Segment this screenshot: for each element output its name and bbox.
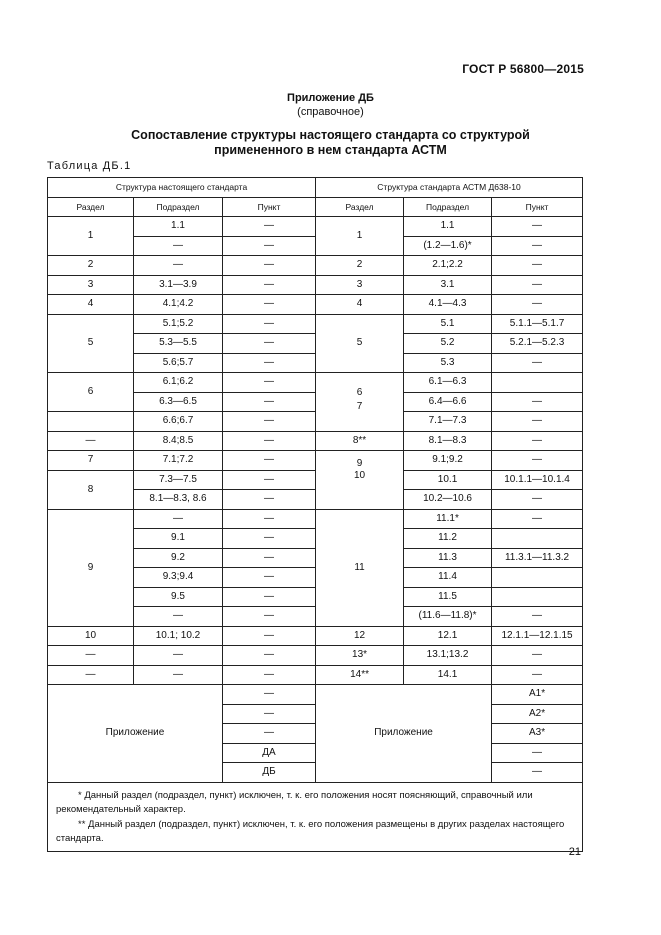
notes-row — [48, 782, 583, 851]
cell-left-section: 6 — [48, 373, 134, 412]
cell-left-subsection: 6.6;6.7 — [134, 412, 223, 432]
appendix-left-item: ДБ — [223, 763, 316, 783]
cell-right-subsection: 13.1;13.2 — [404, 646, 492, 666]
cell-left-subsection: 5.6;5.7 — [134, 353, 223, 373]
cell-right-item: — — [492, 412, 583, 432]
appendix-left-item: — — [223, 704, 316, 724]
cell-left-section: 2 — [48, 256, 134, 276]
cell-right-section: 8** — [316, 431, 404, 451]
cell-right-subsection: 14.1 — [404, 665, 492, 685]
cell-left-item: — — [223, 568, 316, 588]
cell-right-subsection: 2.1;2.2 — [404, 256, 492, 276]
cell-left-item: — — [223, 295, 316, 315]
cell-right-item: — — [492, 353, 583, 373]
right-group-header: Структура стандарта АСТМ Д638-10 — [316, 178, 583, 198]
cell-right-section: 4 — [316, 295, 404, 315]
cell-right-item: — — [492, 392, 583, 412]
cell-right-subsection: 9.1;9.2 — [404, 451, 492, 471]
cell-left-subsection: 7.3—7.5 — [134, 470, 223, 490]
annex-label: Приложение ДБ — [287, 92, 374, 104]
cell-right-item: — — [492, 451, 583, 471]
annex-title-line2: примененного в нем стандарта АСТМ — [214, 143, 447, 157]
cell-left-subsection: 9.3;9.4 — [134, 568, 223, 588]
cell-left-item: — — [223, 587, 316, 607]
cell-right-item: — — [492, 665, 583, 685]
col-header-subsection: Подраздел — [134, 197, 223, 217]
cell-left-subsection: 5.3—5.5 — [134, 334, 223, 354]
cell-left-item: — — [223, 548, 316, 568]
cell-right-item: — — [492, 490, 583, 510]
cell-left-section: 7 — [48, 451, 134, 471]
cell-right-section: 13* — [316, 646, 404, 666]
cell-left-item: — — [223, 217, 316, 237]
footnote-2: ** Данный раздел (подраздел, пункт) исключен, т. к. его положения размещены в других разделах настоящего стандарта. — [56, 818, 565, 844]
table-row — [48, 217, 583, 237]
table-row — [48, 626, 583, 646]
cell-right-item: — — [492, 236, 583, 256]
cell-left-subsection: 6.1;6.2 — [134, 373, 223, 393]
cell-right-subsection: 10.2—10.6 — [404, 490, 492, 510]
cell-left-subsection: 7.1;7.2 — [134, 451, 223, 471]
cell-right-section: 14** — [316, 665, 404, 685]
cell-left-item: — — [223, 529, 316, 549]
cell-left-item: — — [223, 392, 316, 412]
cell-right-section — [316, 373, 404, 432]
cell-right-section: 3 — [316, 275, 404, 295]
cell-left-section: 9 — [48, 509, 134, 626]
appendix-right-item: — — [492, 743, 583, 763]
cell-left-item: — — [223, 236, 316, 256]
cell-right-subsection: 7.1—7.3 — [404, 412, 492, 432]
cell-right-subsection: 5.2 — [404, 334, 492, 354]
cell-left-section: — — [48, 646, 134, 666]
appendix-left-item: — — [223, 685, 316, 705]
cell-left-subsection: 9.2 — [134, 548, 223, 568]
footnote-1: * Данный раздел (подраздел, пункт) исключен, т. к. его положения носят поясняющий, справочный или рекомендательный характер. — [56, 789, 533, 815]
appendix-right-label: Приложение — [316, 685, 492, 783]
cell-right-section-b: 7 — [356, 400, 363, 412]
cell-right-subsection: (11.6—11.8)* — [404, 607, 492, 627]
cell-right-item: — — [492, 295, 583, 315]
appendix-left-item: — — [223, 724, 316, 744]
cell-right-subsection: 11.3 — [404, 548, 492, 568]
cell-left-section: 1 — [48, 217, 134, 256]
cell-left-subsection: — — [134, 256, 223, 276]
cell-left-item: — — [223, 451, 316, 471]
cell-right-subsection: 11.1* — [404, 509, 492, 529]
table-column-header-row — [48, 197, 583, 217]
table-row — [48, 431, 583, 451]
cell-right-subsection: 6.4—6.6 — [404, 392, 492, 412]
cell-left-subsection: 5.1;5.2 — [134, 314, 223, 334]
cell-left-subsection: 1.1 — [134, 217, 223, 237]
cell-left-subsection: 9.1 — [134, 529, 223, 549]
cell-left-section: 10 — [48, 626, 134, 646]
table-caption: Таблица ДБ.1 — [47, 160, 132, 172]
cell-right-section: 1 — [316, 217, 404, 256]
cell-right-section: 12 — [316, 626, 404, 646]
cell-left-item: — — [223, 665, 316, 685]
cell-left-section — [48, 412, 134, 432]
cell-right-subsection: 5.3 — [404, 353, 492, 373]
cell-left-subsection: — — [134, 236, 223, 256]
table-row — [48, 509, 583, 529]
table-notes — [48, 782, 583, 851]
cell-right-subsection: 10.1 — [404, 470, 492, 490]
table-row — [48, 256, 583, 276]
cell-right-section: 11 — [316, 509, 404, 626]
cell-left-item: — — [223, 353, 316, 373]
appendix-right-item: А3* — [492, 724, 583, 744]
annex-type: (справочное) — [297, 106, 364, 118]
cell-right-item: — — [492, 646, 583, 666]
appendix-right-item: А2* — [492, 704, 583, 724]
cell-right-item: 5.2.1—5.2.3 — [492, 334, 583, 354]
cell-left-item: — — [223, 646, 316, 666]
cell-right-subsection: 8.1—8.3 — [404, 431, 492, 451]
structure-comparison-table — [47, 177, 583, 852]
cell-left-section: — — [48, 665, 134, 685]
cell-left-subsection: — — [134, 509, 223, 529]
cell-left-item: — — [223, 256, 316, 276]
table-row — [48, 314, 583, 334]
cell-left-subsection: — — [134, 665, 223, 685]
cell-right-item: — — [492, 256, 583, 276]
cell-left-section: 4 — [48, 295, 134, 315]
col-header-section: Раздел — [48, 197, 134, 217]
cell-left-item: — — [223, 607, 316, 627]
cell-right-item: 5.1.1—5.1.7 — [492, 314, 583, 334]
cell-left-subsection: 10.1; 10.2 — [134, 626, 223, 646]
cell-right-item: 10.1.1—10.1.4 — [492, 470, 583, 490]
table-group-header-row — [48, 178, 583, 198]
cell-left-subsection: 8.4;8.5 — [134, 431, 223, 451]
cell-right-item: — — [492, 217, 583, 237]
table-row — [48, 295, 583, 315]
appendix-right-item: А1* — [492, 685, 583, 705]
table-row — [48, 646, 583, 666]
cell-left-subsection: 9.5 — [134, 587, 223, 607]
table-row — [48, 665, 583, 685]
cell-left-item: — — [223, 275, 316, 295]
table-row — [48, 470, 583, 490]
cell-right-section-a: 6 — [356, 386, 363, 398]
annex-title-line1: Сопоставление структуры настоящего стандарта со структурой — [131, 128, 530, 142]
cell-right-subsection: 11.2 — [404, 529, 492, 549]
cell-right-item — [492, 587, 583, 607]
cell-left-item: — — [223, 626, 316, 646]
cell-left-subsection: 8.1—8.3, 8.6 — [134, 490, 223, 510]
cell-right-section-a: 9 — [356, 458, 363, 469]
table-row — [48, 451, 583, 471]
cell-right-section: 2 — [316, 256, 404, 276]
cell-right-subsection: 6.1—6.3 — [404, 373, 492, 393]
cell-right-subsection: 12.1 — [404, 626, 492, 646]
appendix-right-item: — — [492, 763, 583, 783]
appendix-left-label: Приложение — [48, 685, 223, 783]
cell-left-item: — — [223, 509, 316, 529]
cell-right-section — [316, 451, 404, 510]
cell-left-section: 3 — [48, 275, 134, 295]
cell-right-subsection: 11.5 — [404, 587, 492, 607]
cell-right-item — [492, 568, 583, 588]
cell-left-subsection: 4.1;4.2 — [134, 295, 223, 315]
cell-right-item — [492, 373, 583, 393]
cell-right-subsection: 5.1 — [404, 314, 492, 334]
left-group-header: Структура настоящего стандарта — [48, 178, 316, 198]
cell-left-item: — — [223, 412, 316, 432]
cell-right-item: 11.3.1—11.3.2 — [492, 548, 583, 568]
cell-left-section: 8 — [48, 470, 134, 509]
table-row — [48, 412, 583, 432]
cell-right-item — [492, 529, 583, 549]
cell-right-subsection: 11.4 — [404, 568, 492, 588]
appendix-left-item: ДА — [223, 743, 316, 763]
cell-right-item: — — [492, 431, 583, 451]
cell-right-item: 12.1.1—12.1.15 — [492, 626, 583, 646]
cell-right-subsection: 4.1—4.3 — [404, 295, 492, 315]
cell-right-section: 5 — [316, 314, 404, 373]
cell-left-item: — — [223, 470, 316, 490]
cell-left-item: — — [223, 431, 316, 451]
table-row — [48, 275, 583, 295]
cell-left-subsection: 3.1—3.9 — [134, 275, 223, 295]
col-header-item: Пункт — [223, 197, 316, 217]
col-header-subsection: Подраздел — [404, 197, 492, 217]
appendix-row — [48, 685, 583, 705]
cell-left-section: — — [48, 431, 134, 451]
page-number: 21 — [568, 846, 581, 858]
cell-left-item: — — [223, 373, 316, 393]
cell-left-subsection: 6.3—6.5 — [134, 392, 223, 412]
cell-right-section-b: 10 — [353, 470, 366, 481]
cell-left-section: 5 — [48, 314, 134, 373]
cell-left-subsection: — — [134, 646, 223, 666]
cell-left-item: — — [223, 334, 316, 354]
cell-right-item: — — [492, 607, 583, 627]
cell-left-item: — — [223, 314, 316, 334]
cell-right-subsection: 3.1 — [404, 275, 492, 295]
cell-right-subsection: (1.2—1.6)* — [404, 236, 492, 256]
cell-right-item: — — [492, 275, 583, 295]
col-header-section: Раздел — [316, 197, 404, 217]
col-header-item: Пункт — [492, 197, 583, 217]
cell-left-subsection: — — [134, 607, 223, 627]
document-code: ГОСТ Р 56800—2015 — [462, 62, 584, 76]
cell-right-subsection: 1.1 — [404, 217, 492, 237]
table-row — [48, 373, 583, 393]
cell-right-item: — — [492, 509, 583, 529]
cell-left-item: — — [223, 490, 316, 510]
